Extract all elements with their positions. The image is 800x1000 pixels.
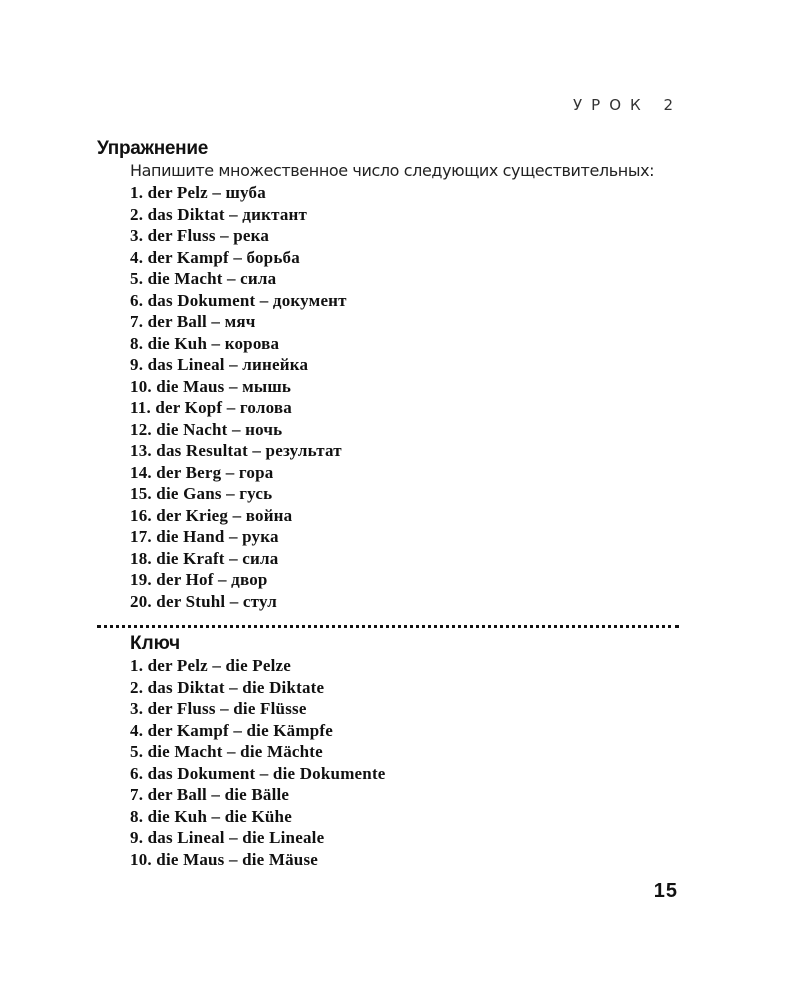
key-item: 4. der Kampf – die Kämpfe — [130, 720, 334, 740]
exercise-item: 12. die Nacht – ночь — [130, 419, 283, 439]
exercise-item: 20. der Stuhl – стул — [130, 591, 278, 611]
exercise-item: 3. der Fluss – река — [130, 226, 270, 245]
key-item: 9. das Lineal – die Lineale — [130, 828, 325, 847]
key-title: Ключ — [130, 633, 181, 654]
exercise-item: 10. die Maus – мышь — [130, 376, 292, 396]
exercise-item: 15. die Gans – гусь — [130, 484, 273, 503]
key-item: 8. die Kuh – die Kühe — [130, 806, 292, 826]
exercise-item: 4. der Kampf – борьба — [130, 247, 300, 267]
exercise-item: 19. der Hof – двор — [130, 570, 268, 589]
running-head: УРОК 2 — [573, 96, 682, 114]
exercise-item: 14. der Berg – гора — [130, 462, 274, 482]
exercise-item: 8. die Kuh – корова — [130, 333, 280, 353]
exercise-item: 11. der Kopf – голова — [130, 398, 292, 417]
key-item: 2. das Diktat – die Diktate — [130, 677, 325, 697]
dotted-divider — [97, 625, 679, 628]
exercise-item: 2. das Diktat – диктант — [130, 204, 308, 224]
key-item: 10. die Maus – die Mäuse — [130, 849, 319, 869]
exercise-item: 16. der Krieg – война — [130, 505, 293, 525]
exercise-title: Упражнение — [97, 138, 208, 159]
exercise-list — [130, 182, 347, 612]
key-item: 7. der Ball – die Bälle — [130, 785, 290, 804]
key-item: 5. die Macht – die Mächte — [130, 742, 323, 761]
key-item: 1. der Pelz – die Pelze — [130, 656, 292, 675]
key-item: 6. das Dokument – die Dokumente — [130, 763, 386, 783]
exercise-instruction: Напишите множественное число следующих существительных: — [130, 161, 655, 180]
exercise-item: 13. das Resultat – результат — [130, 441, 342, 460]
key-item: 3. der Fluss – die Flüsse — [130, 699, 307, 718]
exercise-item: 18. die Kraft – сила — [130, 548, 279, 568]
key-list — [130, 655, 386, 870]
exercise-item: 6. das Dokument – документ — [130, 290, 347, 310]
page-number: 15 — [653, 880, 678, 902]
exercise-item: 9. das Lineal – линейка — [130, 355, 309, 374]
exercise-item: 17. die Hand – рука — [130, 527, 279, 546]
exercise-item: 5. die Macht – сила — [130, 269, 277, 288]
exercise-item: 7. der Ball – мяч — [130, 312, 256, 331]
exercise-item: 1. der Pelz – шуба — [130, 183, 266, 202]
